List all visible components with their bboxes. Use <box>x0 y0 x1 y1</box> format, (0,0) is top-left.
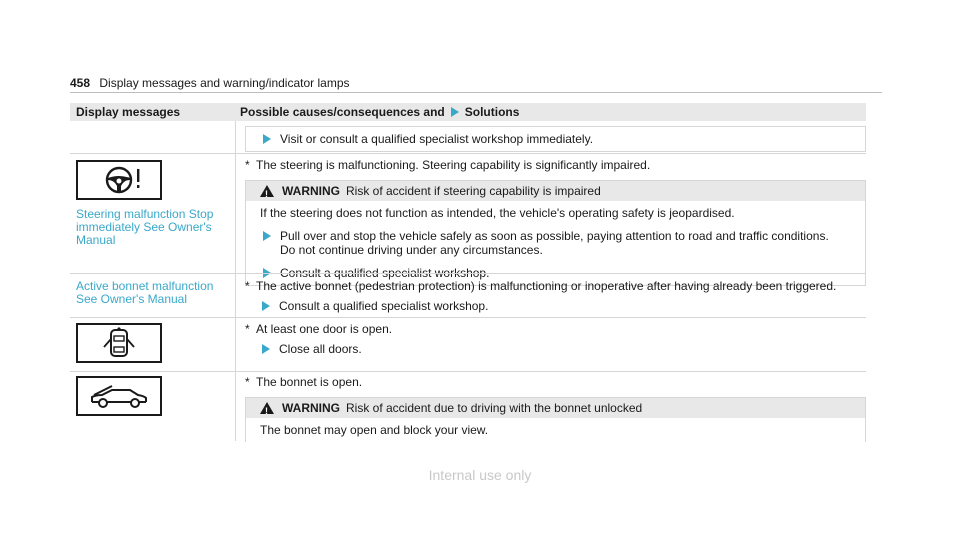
play-arrow-icon <box>263 231 271 241</box>
steering-warning-icon <box>76 160 162 200</box>
row4-cause: * The bonnet is open. <box>245 375 363 389</box>
table-row-divider <box>70 371 866 372</box>
page-number: 458 <box>70 76 91 90</box>
row2-cause: * The active bonnet (pedestrian protection) is malfunctioning or inoperative after having already been triggered. <box>245 279 837 293</box>
page-header <box>70 76 350 90</box>
row1-step-2-text: Consult a qualified specialist workshop. <box>280 266 490 280</box>
play-arrow-icon <box>451 107 459 117</box>
column-divider <box>235 273 236 317</box>
row0-step-text: Visit or consult a qualified specialist workshop immediately. <box>280 132 594 146</box>
column-divider <box>235 121 236 153</box>
row4-warning-body: The bonnet may open and block your view. <box>260 423 489 437</box>
row2-label: Active bonnet malfunction See Owner's Manual <box>76 279 214 306</box>
row0-content <box>245 126 866 152</box>
messages-table <box>70 103 866 437</box>
row1-label: Steering malfunction Stop immediately See Owner's Manual <box>76 207 214 247</box>
play-arrow-icon <box>263 134 271 144</box>
col-header-solutions-label: Solutions <box>464 105 520 119</box>
table-header <box>70 103 866 121</box>
row4-content <box>245 375 866 442</box>
row3-cause-text: At least one door is open. <box>256 322 393 336</box>
row4-warning-word: WARNING <box>282 401 340 415</box>
row2-cause-text: The active bonnet (pedestrian protection) is malfunctioning or inoperative after having already been triggered. <box>256 279 837 293</box>
row1-cause: * The steering is malfunctioning. Steering capability is significantly impaired. <box>245 158 651 172</box>
row4-warning-title: Risk of accident due to driving with the bonnet unlocked <box>346 401 643 415</box>
row1-step-1-text: Pull over and stop the vehicle safely as soon as possible, paying attention to road and traffic conditions. Do not continue driving under any circumstances. <box>280 229 829 257</box>
row1-step-1 <box>246 229 865 257</box>
row1-warning-bar <box>246 181 865 201</box>
play-arrow-icon <box>262 344 270 354</box>
triangle-warning-icon <box>260 185 274 197</box>
col-header-causes <box>236 105 519 119</box>
row3-step-text: Close all doors. <box>279 342 362 356</box>
col-header-display-messages: Display messages <box>76 105 181 119</box>
row1-warning-box <box>245 180 866 286</box>
table-row-divider <box>70 273 866 274</box>
col-header-causes-label: Possible causes/consequences and <box>240 105 445 119</box>
row4-warning-bar <box>246 398 865 418</box>
row2-step-text: Consult a qualified specialist workshop. <box>279 299 489 313</box>
row1-warning-word: WARNING <box>282 184 340 198</box>
page-header-title: Display messages and warning/indicator lamps <box>99 76 350 90</box>
row1-warning-body: If the steering does not function as intended, the vehicle's operating safety is jeopardised. <box>260 206 735 220</box>
door-open-icon <box>76 323 162 363</box>
triangle-warning-icon <box>260 402 274 414</box>
row4-warning-box <box>245 397 866 442</box>
play-arrow-icon <box>262 301 270 311</box>
row1-warning-title: Risk of accident if steering capability is impaired <box>346 184 601 198</box>
bonnet-open-icon <box>76 376 162 416</box>
watermark: Internal use only <box>428 467 532 483</box>
row0-steps-box <box>245 126 866 152</box>
row2-step <box>245 299 866 313</box>
row0-step <box>246 132 593 146</box>
column-divider <box>235 317 236 371</box>
row2-content <box>245 279 866 313</box>
row3-content <box>245 322 866 356</box>
row3-cause: * At least one door is open. <box>245 322 393 336</box>
row1-content <box>245 158 866 286</box>
table-row-divider <box>70 153 866 154</box>
row3-step <box>245 342 866 356</box>
header-rule <box>70 92 882 93</box>
table-row-divider <box>70 317 866 318</box>
column-divider <box>235 371 236 441</box>
row4-cause-text: The bonnet is open. <box>256 375 363 389</box>
column-divider <box>235 153 236 273</box>
row1-cause-text: The steering is malfunctioning. Steering capability is significantly impaired. <box>256 158 651 172</box>
